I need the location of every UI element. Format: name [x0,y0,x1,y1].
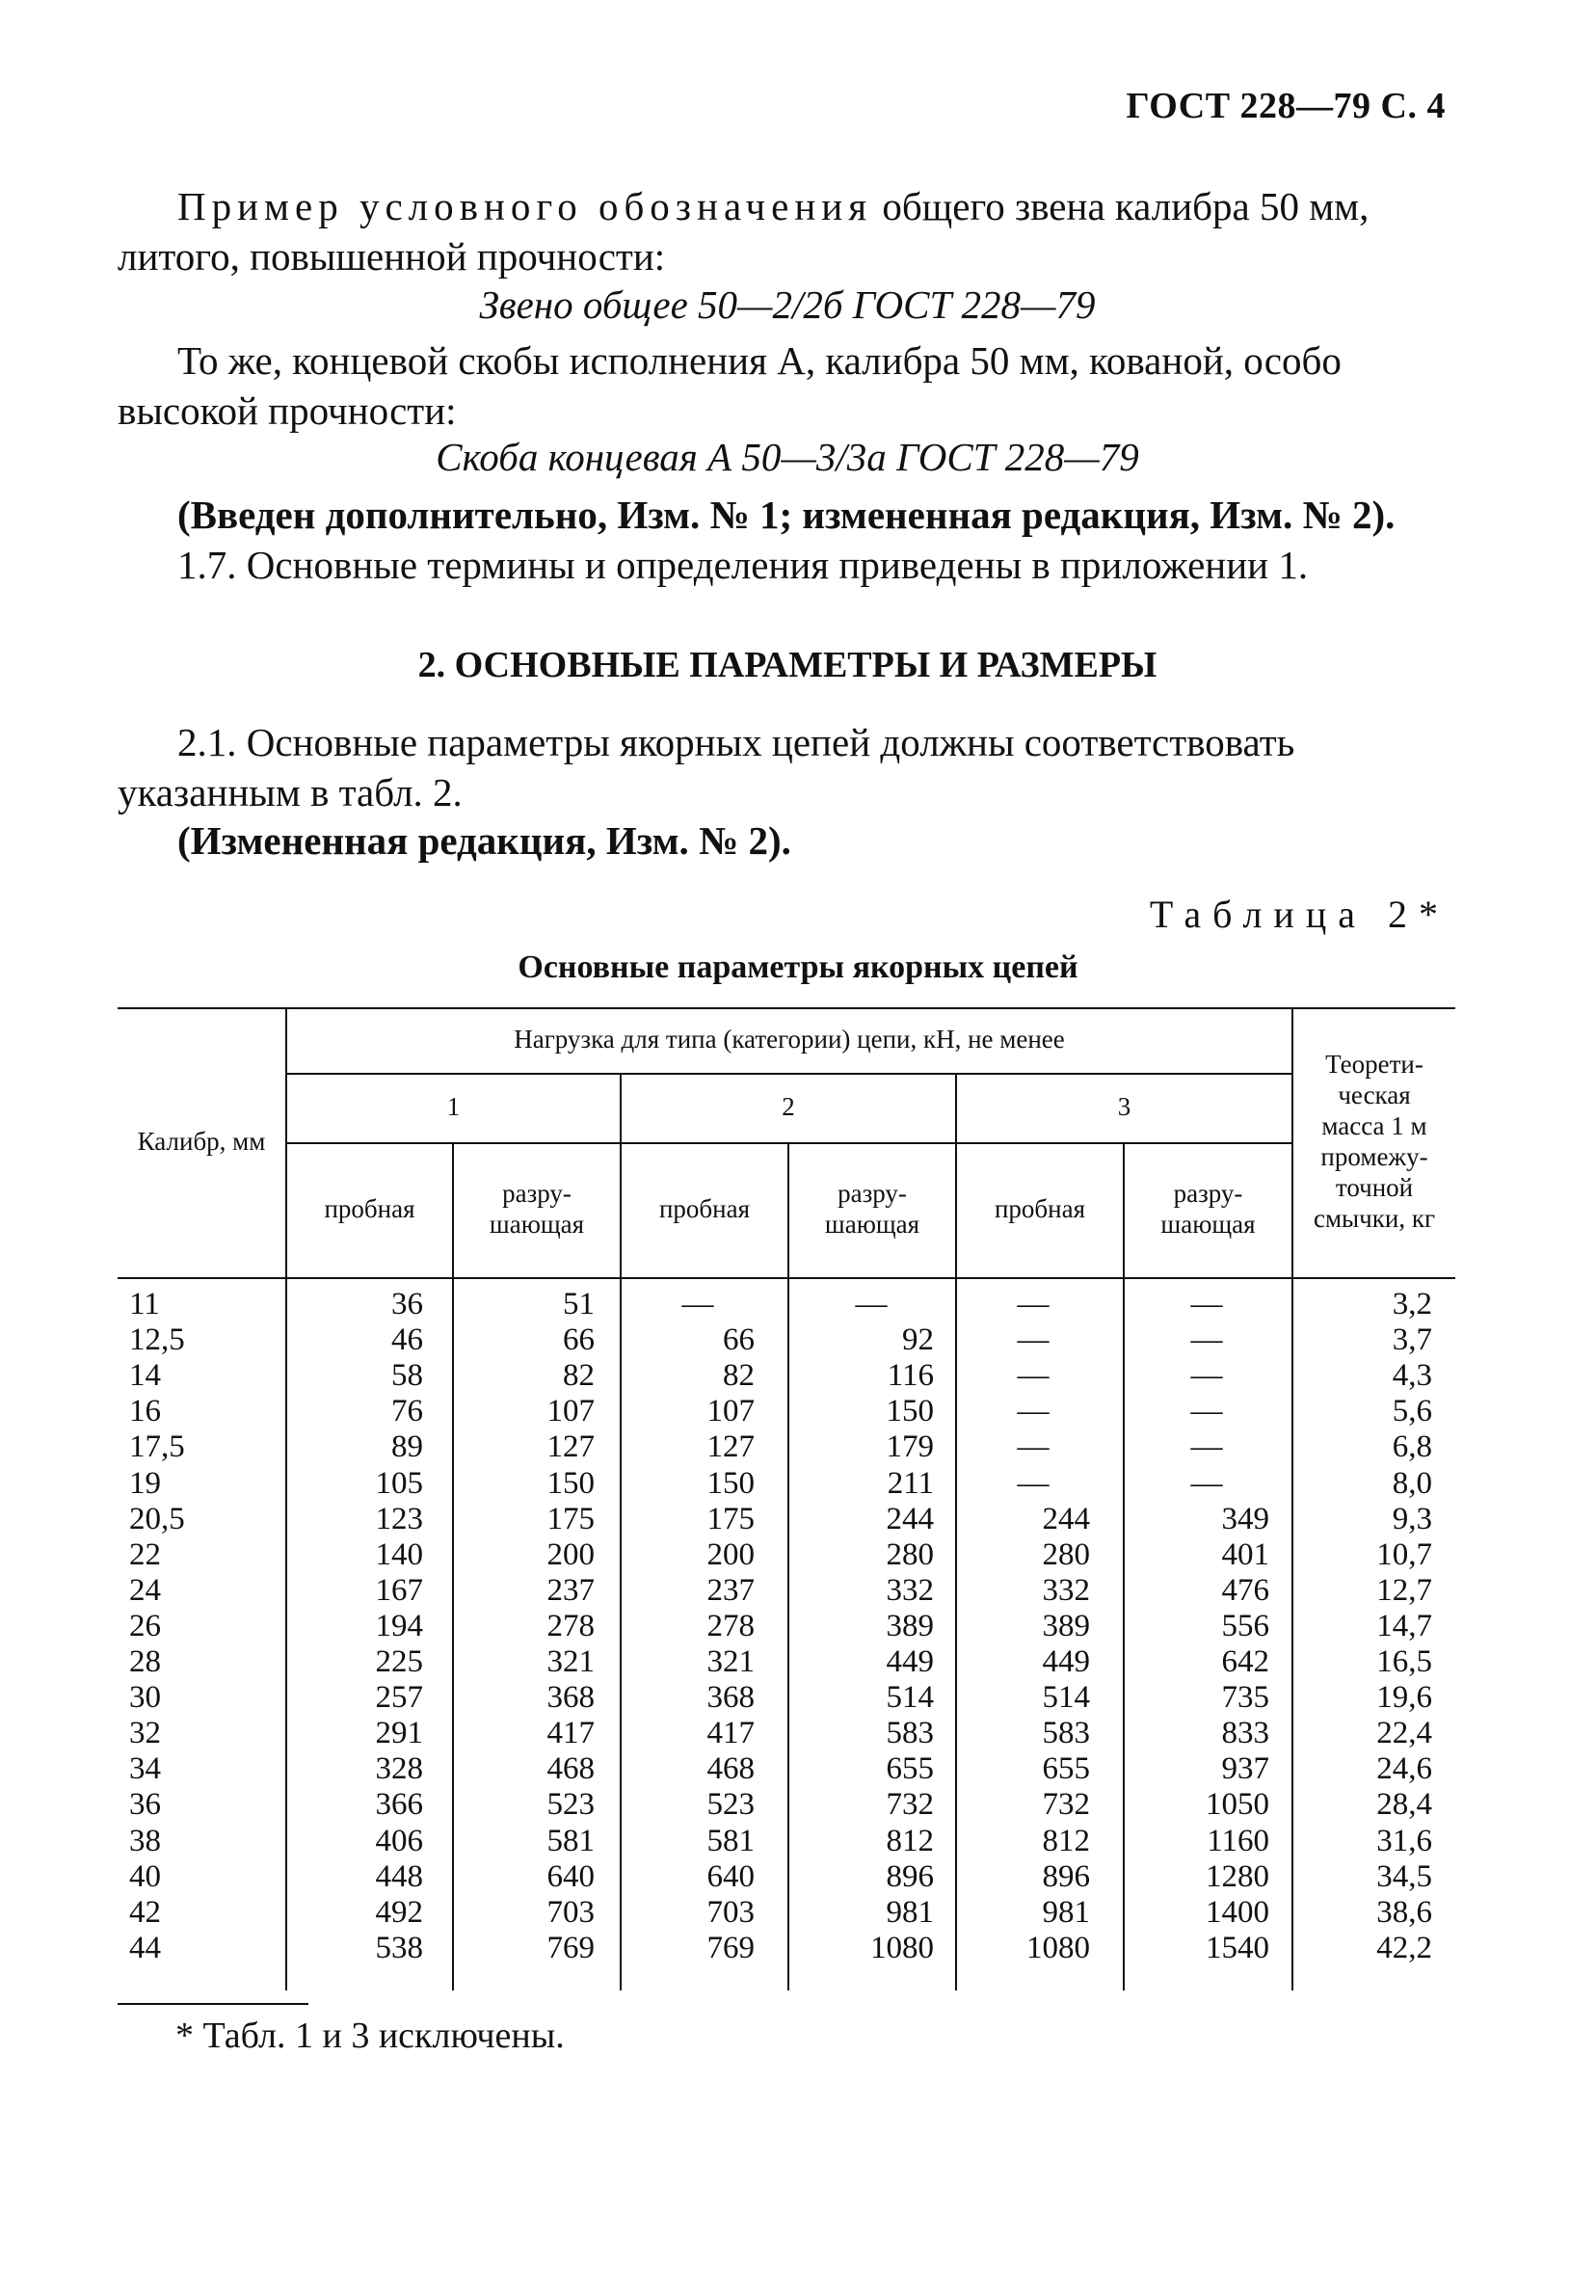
table-cell: 514 [1042,1680,1090,1716]
table-cell-caliber: 36 [129,1787,161,1823]
table-cell: 107 [706,1394,755,1429]
table-cell: 368 [706,1680,755,1716]
table-cell: 328 [375,1751,423,1787]
table-cell: 244 [1042,1501,1090,1536]
table-cell-caliber: 28 [129,1644,161,1679]
table-cell: 291 [375,1716,423,1751]
table-cell: 46 [391,1322,423,1358]
paragraph-rest: общего звена калибра 50 мм, литого, повышенной прочности: [118,184,1370,280]
table-cell: 468 [706,1751,755,1787]
table-cell: 735 [1221,1680,1269,1716]
header-mass: Теорети-ческая масса 1 м промежу-точной смычки, кг [1313,1050,1436,1233]
table-cell: 389 [886,1608,934,1643]
table-cell: 321 [706,1644,755,1679]
table-cell: 211 [887,1465,934,1501]
header-type-2: 2 [782,1092,795,1122]
table-cell: 937 [1221,1751,1269,1787]
table-cell: 280 [886,1536,934,1572]
table-cell: 640 [546,1858,595,1894]
table-cell: — [1190,1394,1223,1429]
table-cell: 1400 [1206,1894,1269,1930]
table-cell: 9,3 [1392,1501,1432,1536]
table-cell: 278 [706,1608,755,1643]
table-cell: 31,6 [1376,1823,1432,1858]
table-cell: 332 [1042,1572,1090,1608]
header-caliber: Калибр, мм [137,1127,266,1157]
table-cell: 655 [1042,1751,1090,1787]
table-cell: — [1017,1465,1050,1501]
table-cell: 896 [886,1858,934,1894]
table-cell: 66 [723,1322,755,1358]
table-cell: 732 [1042,1787,1090,1823]
table-cell: 332 [886,1572,934,1608]
table-cell: 476 [1221,1572,1269,1608]
table-cell: 1080 [870,1930,934,1965]
table-cell: 150 [546,1465,595,1501]
table-cell: 200 [706,1536,755,1572]
table-cell: 225 [375,1644,423,1679]
table-cell: 406 [375,1823,423,1858]
table-cell: 981 [886,1894,934,1930]
table-cell-caliber: 38 [129,1823,161,1858]
header-break-1: разру-шающая [489,1179,585,1239]
table-cell: 14,7 [1376,1608,1432,1643]
table-cell: 5,6 [1392,1394,1432,1429]
table-cell: 116 [887,1358,934,1394]
table-label: Таблица 2* [1149,893,1450,936]
table-cell-caliber: 16 [129,1394,161,1429]
table-cell: 492 [375,1894,423,1930]
table-cell: — [681,1287,714,1322]
table-cell: — [1190,1322,1223,1358]
table-cell: 538 [375,1930,423,1965]
table-cell: 123 [375,1501,423,1536]
table-cell: 368 [546,1680,595,1716]
table-cell-caliber: 11 [129,1287,160,1322]
table-cell: 8,0 [1392,1465,1432,1501]
table-cell: 175 [546,1501,595,1536]
header-break-2: разру-шающая [824,1179,920,1239]
table-cell: 1080 [1026,1930,1090,1965]
table-title: Основные параметры якорных цепей [518,949,1078,985]
table-cell: — [1017,1358,1050,1394]
table-cell: 417 [546,1716,595,1751]
table-cell: 82 [723,1358,755,1394]
footnote: * Табл. 1 и 3 исключены. [175,2016,565,2056]
header-break-3: разру-шающая [1160,1179,1256,1239]
table-cell: — [1017,1322,1050,1358]
table-cell: 3,2 [1392,1287,1432,1322]
table-cell: 448 [375,1858,423,1894]
table-cell: 150 [706,1465,755,1501]
table-cell: 179 [886,1429,934,1465]
table-cell: 76 [391,1394,423,1429]
table-cell: 10,7 [1376,1536,1432,1572]
table-cell: 36 [391,1287,423,1322]
table-cell: 1050 [1206,1787,1269,1823]
table-cell: 833 [1221,1716,1269,1751]
table-cell: 1280 [1206,1858,1269,1894]
amendment-note-2: (Измененная редакция, Изм. № 2). [177,818,791,863]
page-header: ГОСТ 228—79 С. 4 [1126,86,1446,126]
table-cell: 24,6 [1376,1751,1432,1787]
amendment-note-1: (Введен дополнительно, Изм. № 1; измененная редакция, Изм. № 2). [177,493,1396,537]
table-cell: 401 [1221,1536,1269,1572]
header-test-2: пробная [658,1194,751,1224]
footnote-rule [118,2003,308,2005]
table-cell: 19,6 [1376,1680,1432,1716]
table-cell: 981 [1042,1894,1090,1930]
table-cell: 523 [706,1787,755,1823]
table-cell: 12,7 [1376,1572,1432,1608]
table-cell: 1160 [1207,1823,1269,1858]
paragraph-designation-example [118,181,1457,281]
table-cell-caliber: 42 [129,1894,161,1930]
table-cell: 105 [375,1465,423,1501]
table-cell: 3,7 [1392,1322,1432,1358]
table-cell: — [1190,1287,1223,1322]
table-cell: 280 [1042,1536,1090,1572]
table-cell-caliber: 17,5 [129,1429,185,1465]
table-cell: 200 [546,1536,595,1572]
table-cell-caliber: 40 [129,1858,161,1894]
table-cell: 583 [886,1716,934,1751]
table-cell: 366 [375,1787,423,1823]
table-cell: 82 [563,1358,595,1394]
table-cell-caliber: 24 [129,1572,161,1608]
table-cell-caliber: 19 [129,1465,161,1501]
table-cell: 6,8 [1392,1429,1432,1465]
table-cell-caliber: 12,5 [129,1322,185,1358]
table-cell: — [1017,1429,1050,1465]
table-cell: 449 [1042,1644,1090,1679]
paragraph-1-7: 1.7. Основные термины и определения приведены в приложении 1. [177,543,1309,587]
table-cell: 468 [546,1751,595,1787]
table-cell: 107 [546,1394,595,1429]
table-cell: 150 [886,1394,934,1429]
table-cell: 556 [1221,1608,1269,1643]
table-cell: 58 [391,1358,423,1394]
table-cell: 769 [546,1930,595,1965]
table-cell-caliber: 34 [129,1751,161,1787]
table-cell: 34,5 [1376,1858,1432,1894]
table-cell: 22,4 [1376,1716,1432,1751]
table-cell: 51 [563,1287,595,1322]
header-bottom-rule [118,1277,1455,1279]
table-cell: 655 [886,1751,934,1787]
table-cell: — [1190,1465,1223,1501]
table-cell: 417 [706,1716,755,1751]
table-cell: — [1190,1358,1223,1394]
table-cell: 140 [375,1536,423,1572]
table-cell-caliber: 32 [129,1716,161,1751]
paragraph-shackle: То же, концевой скобы исполнения А, калибра 50 мм, кованой, особо высокой прочности: [118,338,1342,434]
table-cell: 514 [886,1680,934,1716]
table-cell: 278 [546,1608,595,1643]
paragraph-2-1: 2.1. Основные параметры якорных цепей должны соответствовать указанным в табл. 2. [118,720,1295,815]
example-link-designation: Звено общее 50—2/2б ГОСТ 228—79 [479,282,1096,327]
table-cell: 4,3 [1392,1358,1432,1394]
table-cell-caliber: 26 [129,1608,161,1643]
header-type-3: 3 [1117,1092,1131,1122]
table-cell: 640 [706,1858,755,1894]
header-test-3: пробная [994,1194,1086,1224]
table-cell: 28,4 [1376,1787,1432,1823]
table-cell: 812 [1042,1823,1090,1858]
table-cell: 237 [706,1572,755,1608]
header-type-1: 1 [446,1092,461,1122]
table-cell: 389 [1042,1608,1090,1643]
table-cell: 237 [546,1572,595,1608]
table-cell: 175 [706,1501,755,1536]
table-cell: 896 [1042,1858,1090,1894]
table-cell: 732 [886,1787,934,1823]
table-cell: 127 [546,1429,595,1465]
table-cell: — [855,1287,888,1322]
section-title: 2. ОСНОВНЫЕ ПАРАМЕТРЫ И РАЗМЕРЫ [417,645,1157,685]
table-cell: 581 [706,1823,755,1858]
table-cell: 38,6 [1376,1894,1432,1930]
table-cell-caliber: 20,5 [129,1501,185,1536]
table-cell: 581 [546,1823,595,1858]
table-cell: 812 [886,1823,934,1858]
table-cell-caliber: 44 [129,1930,161,1965]
table-cell: 642 [1221,1644,1269,1679]
table-cell: 583 [1042,1716,1090,1751]
table-cell: 1540 [1206,1930,1269,1965]
table-cell: 703 [546,1894,595,1930]
table-cell-caliber: 30 [129,1680,161,1716]
table-cell: 194 [375,1608,423,1643]
table-cell: 127 [706,1429,755,1465]
table-cell: 42,2 [1376,1930,1432,1965]
table-cell: 89 [391,1429,423,1465]
table-cell: 703 [706,1894,755,1930]
table-cell-caliber: 14 [129,1358,161,1394]
table-cell: — [1190,1429,1223,1465]
paragraph-lead-spaced: Пример условного обозначения [177,184,873,228]
table-cell: 449 [886,1644,934,1679]
table-cell: 257 [375,1680,423,1716]
example-shackle-designation: Скоба концевая А 50—3/3а ГОСТ 228—79 [436,435,1139,479]
table-cell: — [1017,1287,1050,1322]
table-cell: 16,5 [1376,1644,1432,1679]
table-cell: 523 [546,1787,595,1823]
header-test-1: пробная [324,1194,415,1224]
table-cell-caliber: 22 [129,1536,161,1572]
table-cell: 769 [706,1930,755,1965]
table-cell: 244 [886,1501,934,1536]
table-cell: — [1017,1394,1050,1429]
table-cell: 66 [563,1322,595,1358]
table-cell: 349 [1221,1501,1269,1536]
header-load: Нагрузка для типа (категории) цепи, кН, не менее [514,1025,1065,1055]
table-cell: 321 [546,1644,595,1679]
table-cell: 167 [375,1572,423,1608]
table-cell: 92 [902,1322,934,1358]
